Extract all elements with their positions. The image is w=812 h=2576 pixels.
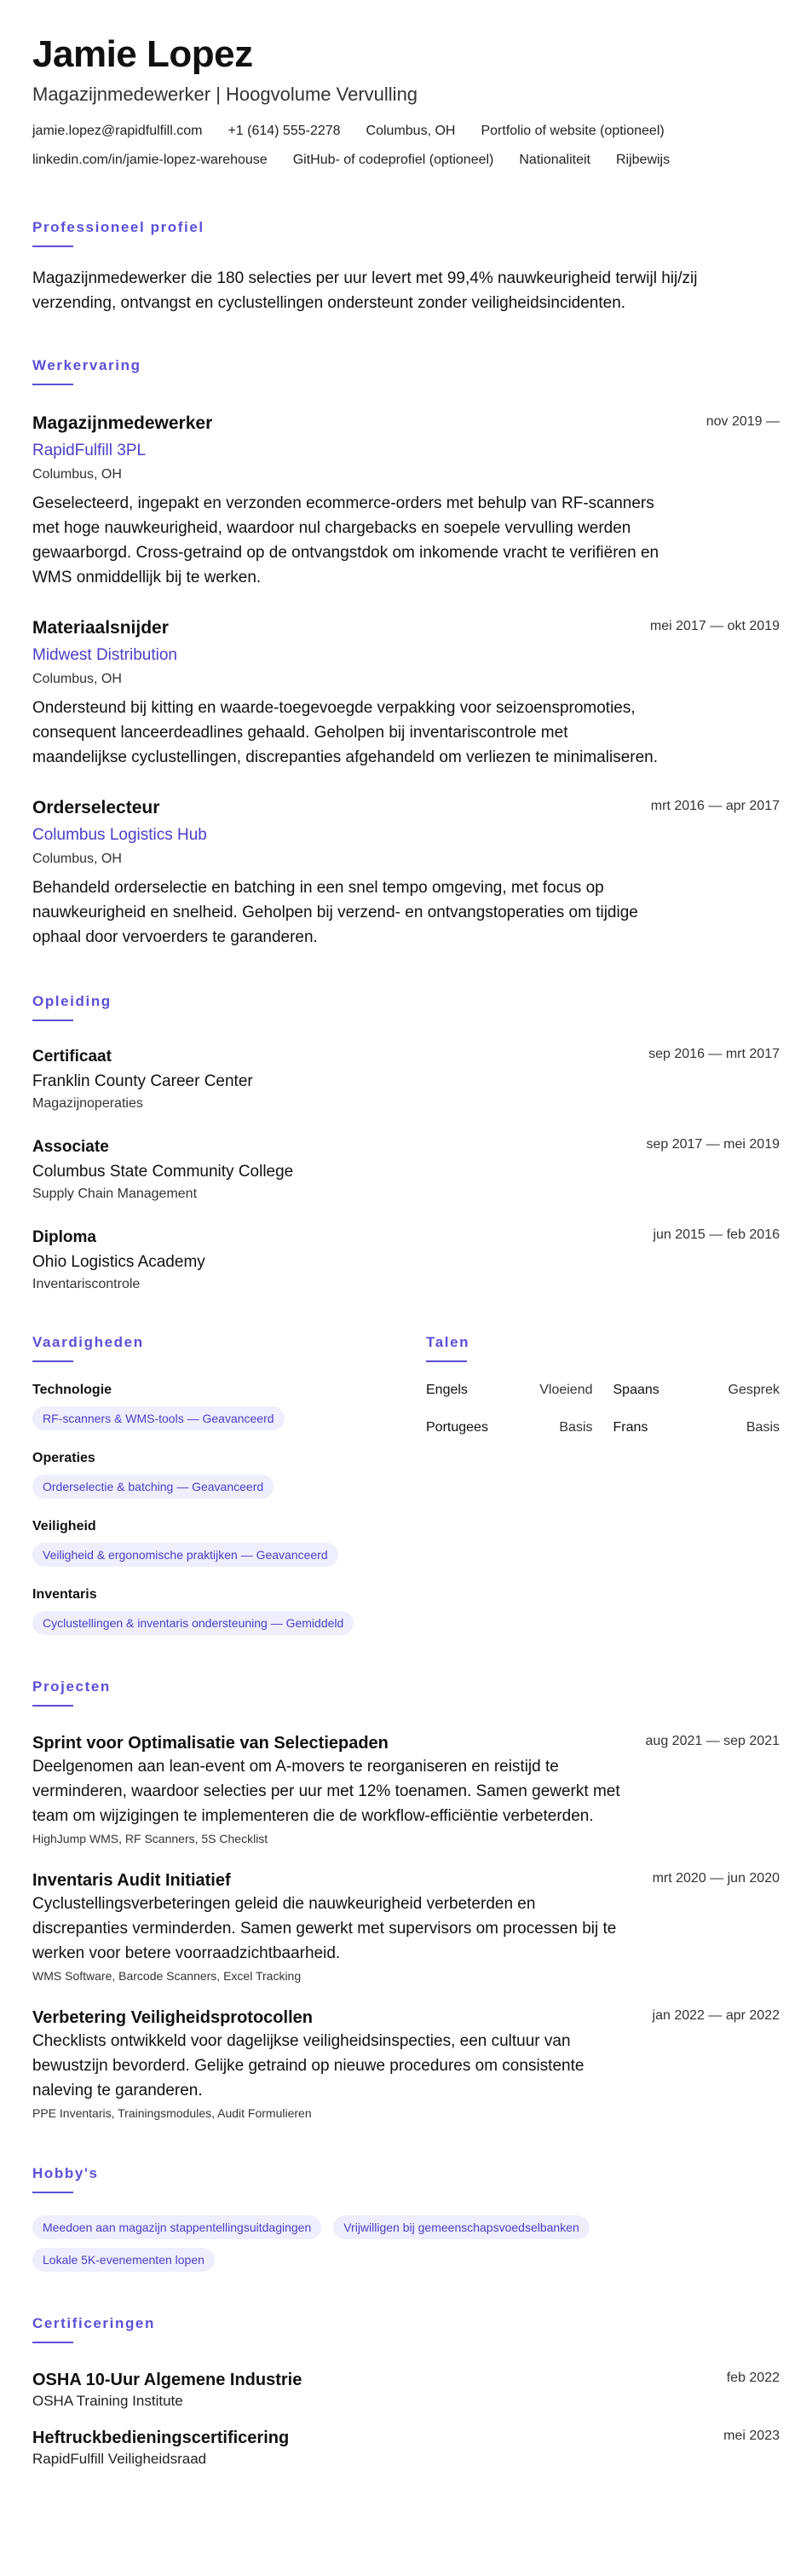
section-title: Projecten — [32, 1678, 111, 1695]
job-dates: mrt 2016 — apr 2017 — [650, 799, 780, 813]
section-title: Opleiding — [32, 993, 112, 1009]
candidate-headline: Magazijnmedewerker | Hoogvolume Vervulling — [32, 84, 418, 105]
language-name: Portugees — [426, 1420, 488, 1435]
education-dates: sep 2016 — mrt 2017 — [648, 1047, 780, 1061]
skills-languages-row — [32, 1333, 780, 1635]
job-location: Columbus, OH — [32, 672, 122, 686]
contact-nationality: Nationaliteit — [519, 153, 590, 167]
job-title: Magazijnmedewerker — [32, 413, 213, 433]
education-field: Supply Chain Management — [32, 1187, 198, 1201]
hobbies-section — [32, 2164, 780, 2272]
section-divider — [32, 1705, 73, 1707]
education-item — [32, 1227, 780, 1294]
section-divider — [32, 384, 73, 385]
profile-summary: Magazijnmedewerker die 180 selecties per uur levert met 99,4% nauwkeurigheid terwijl hij/zij verzending, ontvangst en cyclustellingen ondersteunt zonder veiligheidsincidenten. — [32, 269, 698, 312]
job-description: Behandeld orderselectie en batching in een snel tempo omgeving, met focus op nauwkeurigheid en snelheid. Geholpen bij verzend- en ontvangstoperaties om tijdige ophaal door vervoerders te garanderen. — [32, 879, 638, 946]
language-item — [426, 1418, 593, 1437]
skill-chip: Orderselectie & batching — Geavanceerd — [32, 1475, 274, 1499]
project-name: Inventaris Audit Initiatief — [32, 1871, 231, 1890]
contact-phone: +1 (614) 555-2278 — [227, 124, 341, 138]
language-item — [613, 1381, 780, 1400]
certifications-section — [32, 2314, 780, 2469]
education-school: Franklin County Career Center — [32, 1072, 253, 1090]
certification-item — [32, 2369, 780, 2411]
job-location: Columbus, OH — [32, 467, 122, 482]
section-divider — [32, 1019, 73, 1021]
experience-item — [32, 797, 780, 950]
contact-github: GitHub- of codeprofiel (optioneel) — [292, 153, 494, 167]
contact-email: jamie.lopez@rapidfulfill.com — [32, 124, 203, 138]
section-divider — [426, 1360, 467, 1362]
contact-location: Columbus, OH — [366, 124, 456, 138]
project-list — [32, 1732, 780, 2122]
project-description: Cyclustellingsverbeteringen geleid die nauwkeurigheid verbeterden en discrepanties verminderden. Samen gewerkt met supervisors om processen bij te werken voor betere voorraadzichtbaarheid. — [32, 1895, 617, 1962]
section-divider — [32, 1360, 73, 1362]
section-divider — [32, 245, 73, 247]
hobby-chip: Vrijwilligen bij gemeenschapsvoedselbanken — [333, 2215, 590, 2239]
hobby-list — [32, 2215, 714, 2272]
education-item — [32, 1137, 780, 1204]
job-company: Midwest Distribution — [32, 646, 177, 664]
hobby-chip: Meedoen aan magazijn stappentellingsuitdagingen — [32, 2215, 321, 2239]
certification-name: Heftruckbedieningscertificering — [32, 2429, 290, 2447]
project-dates: mrt 2020 — jun 2020 — [652, 1871, 780, 1886]
skill-category: Inventaris — [32, 1587, 97, 1602]
job-dates: nov 2019 — — [705, 414, 780, 429]
project-tools: PPE Inventaris, Trainingsmodules, Audit Formulieren — [32, 2106, 312, 2120]
skill-category: Operaties — [32, 1451, 95, 1465]
section-title: Hobby's — [32, 2165, 99, 2181]
education-list — [32, 1047, 780, 1294]
skill-category: Veiligheid — [32, 1519, 96, 1533]
certification-issuer: OSHA Training Institute — [32, 2393, 183, 2409]
education-school: Ohio Logistics Academy — [32, 1253, 205, 1271]
language-level: Basis — [746, 1420, 780, 1435]
skill-group — [32, 1585, 426, 1635]
skill-chip: Veiligheid & ergonomische praktijken — Geavanceerd — [32, 1543, 338, 1567]
skill-group — [32, 1449, 426, 1499]
education-school: Columbus State Community College — [32, 1163, 294, 1181]
education-dates: jun 2015 — feb 2016 — [653, 1227, 780, 1242]
language-item — [426, 1381, 593, 1400]
job-title: Materiaalsnijder — [32, 618, 169, 638]
section-divider — [32, 2342, 73, 2343]
certification-item — [32, 2427, 780, 2469]
skill-chip: Cyclustellingen & inventaris ondersteuning — Gemiddeld — [32, 1611, 354, 1635]
language-name: Engels — [426, 1383, 468, 1397]
contact-drivers-license: Rijbewijs — [615, 153, 671, 167]
job-dates: mei 2017 — okt 2019 — [649, 619, 780, 633]
certification-name: OSHA 10-Uur Algemene Industrie — [32, 2371, 302, 2389]
project-item — [32, 1869, 780, 1984]
project-description: Deelgenomen aan lean-event om A-movers te reorganiseren en reistijd te verminderen, waardoor selecties per uur met 12% toenamen. Samen gewerkt met team om wijzigingen te implementeren die de workflow-efficiëntie verbeterden. — [32, 1758, 620, 1825]
project-item — [32, 1732, 780, 1847]
project-tools: HighJump WMS, RF Scanners, 5S Checklist — [32, 1832, 268, 1845]
job-company: RapidFulfill 3PL — [32, 442, 147, 459]
skill-group — [32, 1517, 426, 1567]
section-title: Professioneel profiel — [32, 219, 204, 235]
education-field: Inventariscontrole — [32, 1277, 141, 1291]
certification-date: mei 2023 — [723, 2429, 780, 2443]
skills-section — [32, 1333, 426, 1635]
education-degree: Certificaat — [32, 1048, 112, 1066]
job-location: Columbus, OH — [32, 852, 122, 866]
project-name: Verbetering Veiligheidsprotocollen — [32, 2008, 313, 2027]
job-company: Columbus Logistics Hub — [32, 826, 207, 844]
hobby-chip: Lokale 5K-evenementen lopen — [32, 2248, 215, 2272]
project-dates: jan 2022 — apr 2022 — [652, 2008, 780, 2023]
skill-group — [32, 1381, 426, 1430]
education-degree: Diploma — [32, 1228, 96, 1246]
language-level: Vloeiend — [539, 1383, 593, 1397]
skill-chip: RF-scanners & WMS-tools — Geavanceerd — [32, 1406, 285, 1430]
language-list — [426, 1381, 780, 1437]
education-degree: Associate — [32, 1138, 109, 1156]
contact-portfolio: Portfolio of website (optioneel) — [481, 124, 665, 138]
skill-category: Technologie — [32, 1383, 112, 1397]
candidate-name: Jamie Lopez — [32, 33, 253, 75]
education-item — [32, 1047, 780, 1113]
experience-section — [32, 356, 780, 950]
education-dates: sep 2017 — mei 2019 — [646, 1137, 780, 1152]
section-title: Werkervaring — [32, 357, 141, 373]
certification-issuer: RapidFulfill Veiligheidsraad — [32, 2451, 207, 2467]
certification-list — [32, 2369, 780, 2469]
contact-list — [32, 121, 780, 170]
education-section — [32, 992, 780, 1294]
contact-linkedin: linkedin.com/in/jamie-lopez-warehouse — [32, 153, 268, 167]
job-title: Orderselecteur — [32, 798, 160, 817]
projects-section — [32, 1678, 780, 2122]
project-description: Checklists ontwikkeld voor dagelijkse veiligheidsinspecties, een cultuur van bewustzijn bevorderd. Gelijke getraind op nieuwe procedures om consistente naleving te garanderen. — [32, 2032, 585, 2099]
experience-list — [32, 413, 780, 950]
project-dates: aug 2021 — sep 2021 — [645, 1734, 780, 1748]
language-name: Spaans — [613, 1383, 659, 1397]
profile-section — [32, 218, 780, 315]
education-field: Magazijnoperaties — [32, 1096, 143, 1111]
experience-item — [32, 413, 780, 590]
experience-item — [32, 617, 780, 770]
project-name: Sprint voor Optimalisatie van Selectiepaden — [32, 1734, 389, 1753]
section-title: Certificeringen — [32, 2315, 155, 2331]
section-title: Vaardigheden — [32, 1334, 144, 1350]
language-level: Gesprek — [728, 1383, 780, 1397]
job-description: Geselecteerd, ingepakt en verzonden ecommerce-orders met behulp van RF-scanners met hoge nauwkeurigheid, waardoor nul chargebacks en soepele vervulling werden gewaarborgd. Cross-getraind op de ontvangstdok om inkomende vracht te verifiëren en WMS onmiddellijk bij te werken. — [32, 494, 659, 586]
languages-section — [426, 1333, 780, 1635]
language-name: Frans — [613, 1420, 648, 1435]
section-divider — [32, 2192, 73, 2193]
project-tools: WMS Software, Barcode Scanners, Excel Tracking — [32, 1969, 302, 1983]
language-level: Basis — [559, 1420, 593, 1435]
resume-header — [32, 32, 780, 170]
certification-date: feb 2022 — [726, 2371, 780, 2385]
project-item — [32, 2007, 780, 2122]
job-description: Ondersteund bij kitting en waarde-toegevoegde verpakking voor seizoenspromoties, consequent lanceerdeadlines gehaald. Geholpen bij inventariscontrole met maandelijkse cyclustellingen, discrepanties afgehandeld om verliezen te minimaliseren. — [32, 699, 658, 766]
section-title: Talen — [426, 1334, 470, 1350]
language-item — [613, 1418, 780, 1437]
